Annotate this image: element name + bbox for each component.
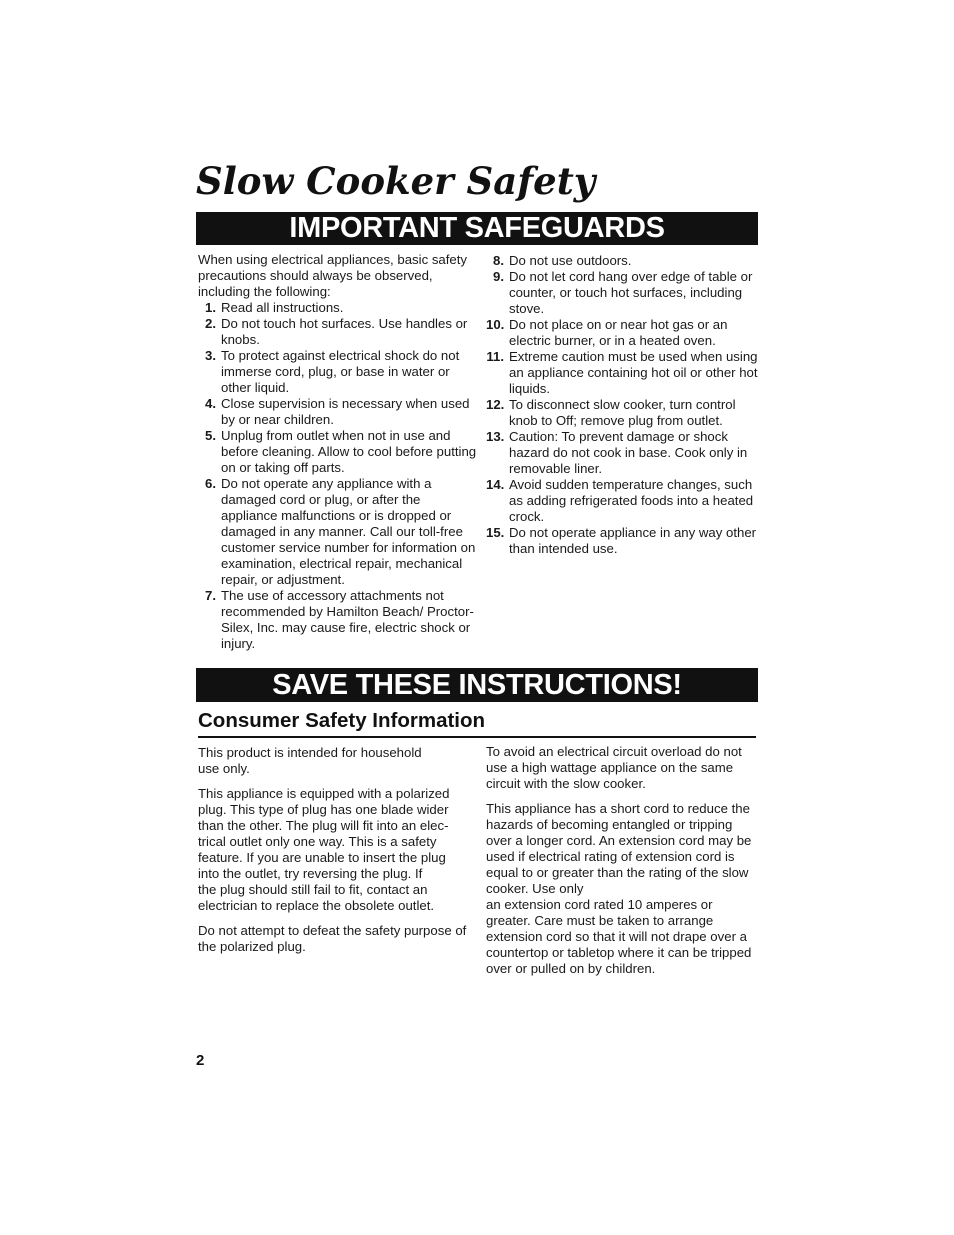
safeguard-text: Caution: To prevent damage or shock hazard do not cook in base. Cook only in removable liner. xyxy=(509,429,748,476)
safeguard-item xyxy=(486,253,758,269)
consumer-info-right-column xyxy=(486,744,758,986)
safeguard-number: 12. xyxy=(486,397,505,412)
safeguard-number: 9. xyxy=(493,269,504,284)
safeguard-number: 14. xyxy=(486,477,505,492)
safeguard-text: Do not operate any appliance with a damaged cord or plug, or after the appliance malfunctions or is dropped or damaged in any manner. Call our toll-free customer service number for information on examination, electrical repair, mechanical repair, or adjustment. xyxy=(221,476,476,587)
safeguard-number: 6. xyxy=(205,476,216,491)
safeguards-intro: When using electrical appliances, basic safety precautions should always be observed, including the following: xyxy=(198,252,468,299)
safeguard-text: Extreme caution must be used when using an appliance containing hot oil or other hot liquids. xyxy=(509,349,758,396)
safeguard-number: 10. xyxy=(486,317,505,332)
safeguards-left-column xyxy=(198,252,478,652)
safeguard-number: 2. xyxy=(205,316,216,331)
heading-divider xyxy=(198,736,756,738)
consumer-safety-heading: Consumer Safety Information xyxy=(198,709,486,732)
safeguards-list-left xyxy=(198,300,478,652)
safeguard-text: Read all instructions. xyxy=(221,300,344,315)
safeguard-item xyxy=(198,396,478,428)
safeguard-item xyxy=(198,348,478,396)
safeguard-text: Do not place on or near hot gas or an electric burner, or in a heated oven. xyxy=(509,317,728,348)
page-number: 2 xyxy=(196,1052,205,1069)
safeguard-item xyxy=(198,476,478,588)
safeguard-item xyxy=(198,588,478,652)
safeguard-item xyxy=(486,269,758,317)
consumer-paragraph: This appliance is equipped with a polarized plug. This type of plug has one blade wider than the other. The plug will fit into an elec-trical outlet only one way. This is a safety feature. If you are unable to insert the plug into the outlet, try reversing the plug. If the plug should still fail to fit, contact an electrician to replace the obsolete outlet. xyxy=(198,786,450,913)
safeguard-text: Close supervision is necessary when used by or near children. xyxy=(221,396,470,427)
important-safeguards-banner: IMPORTANT SAFEGUARDS xyxy=(196,212,758,245)
safeguard-text: To protect against electrical shock do not immerse cord, plug, or base in water or other liquid. xyxy=(221,348,460,395)
safeguard-number: 5. xyxy=(205,428,216,443)
safeguard-number: 11. xyxy=(486,349,504,364)
save-instructions-banner: SAVE THESE INSTRUCTIONS! xyxy=(196,668,758,702)
safeguard-item xyxy=(198,300,478,316)
safeguard-text: The use of accessory attachments not recommended by Hamilton Beach/ Proctor-Silex, Inc. may cause fire, electric shock or injury. xyxy=(221,588,474,651)
consumer-paragraph: Do not attempt to defeat the safety purpose of the polarized plug. xyxy=(198,923,467,954)
safeguard-number: 15. xyxy=(486,525,505,540)
consumer-paragraph: To avoid an electrical circuit overload do not use a high wattage appliance on the same circuit with the slow cooker. xyxy=(486,744,742,791)
safeguard-number: 13. xyxy=(486,429,505,444)
safeguard-number: 7. xyxy=(205,588,216,603)
safeguard-text: Avoid sudden temperature changes, such as adding refrigerated foods into a heated crock. xyxy=(509,477,754,524)
safeguard-text: To disconnect slow cooker, turn control knob to Off; remove plug from outlet. xyxy=(509,397,736,428)
safeguard-item xyxy=(198,428,478,476)
safeguard-number: 1. xyxy=(205,300,216,315)
safeguard-item xyxy=(486,349,758,397)
safeguard-item xyxy=(486,397,758,429)
page-title: Slow Cooker Safety xyxy=(196,159,596,203)
safeguard-text: Do not touch hot surfaces. Use handles or knobs. xyxy=(221,316,468,347)
consumer-paragraph: This product is intended for household use only. xyxy=(198,745,422,776)
safeguard-text: Do not let cord hang over edge of table or counter, or touch hot surfaces, including stove. xyxy=(509,269,753,316)
safeguard-number: 3. xyxy=(205,348,216,363)
safeguard-item xyxy=(486,429,758,477)
safeguards-right-column xyxy=(486,253,758,557)
safeguard-item xyxy=(486,317,758,349)
safeguard-item xyxy=(486,525,758,557)
safeguard-number: 4. xyxy=(205,396,216,411)
safeguards-list-right xyxy=(486,253,758,557)
consumer-info-left-column xyxy=(198,745,470,964)
consumer-paragraph: This appliance has a short cord to reduce the hazards of becoming entangled or tripping over a longer cord. An extension cord may be used if electrical rating of extension cord is equal to or greater than the rating of the slow cooker. Use only an extension cord rated 10 amperes or greater. Care must be taken to arrange extension cord so that it will not drape over a countertop or tabletop where it can be tripped over or pulled on by children. xyxy=(486,801,752,976)
safeguard-item xyxy=(486,477,758,525)
safeguard-text: Do not operate appliance in any way other than intended use. xyxy=(509,525,757,556)
safeguard-item xyxy=(198,316,478,348)
safeguard-number: 8. xyxy=(493,253,504,268)
safeguard-text: Do not use outdoors. xyxy=(509,253,632,268)
safeguard-text: Unplug from outlet when not in use and before cleaning. Allow to cool before putting on or taking off parts. xyxy=(221,428,477,475)
